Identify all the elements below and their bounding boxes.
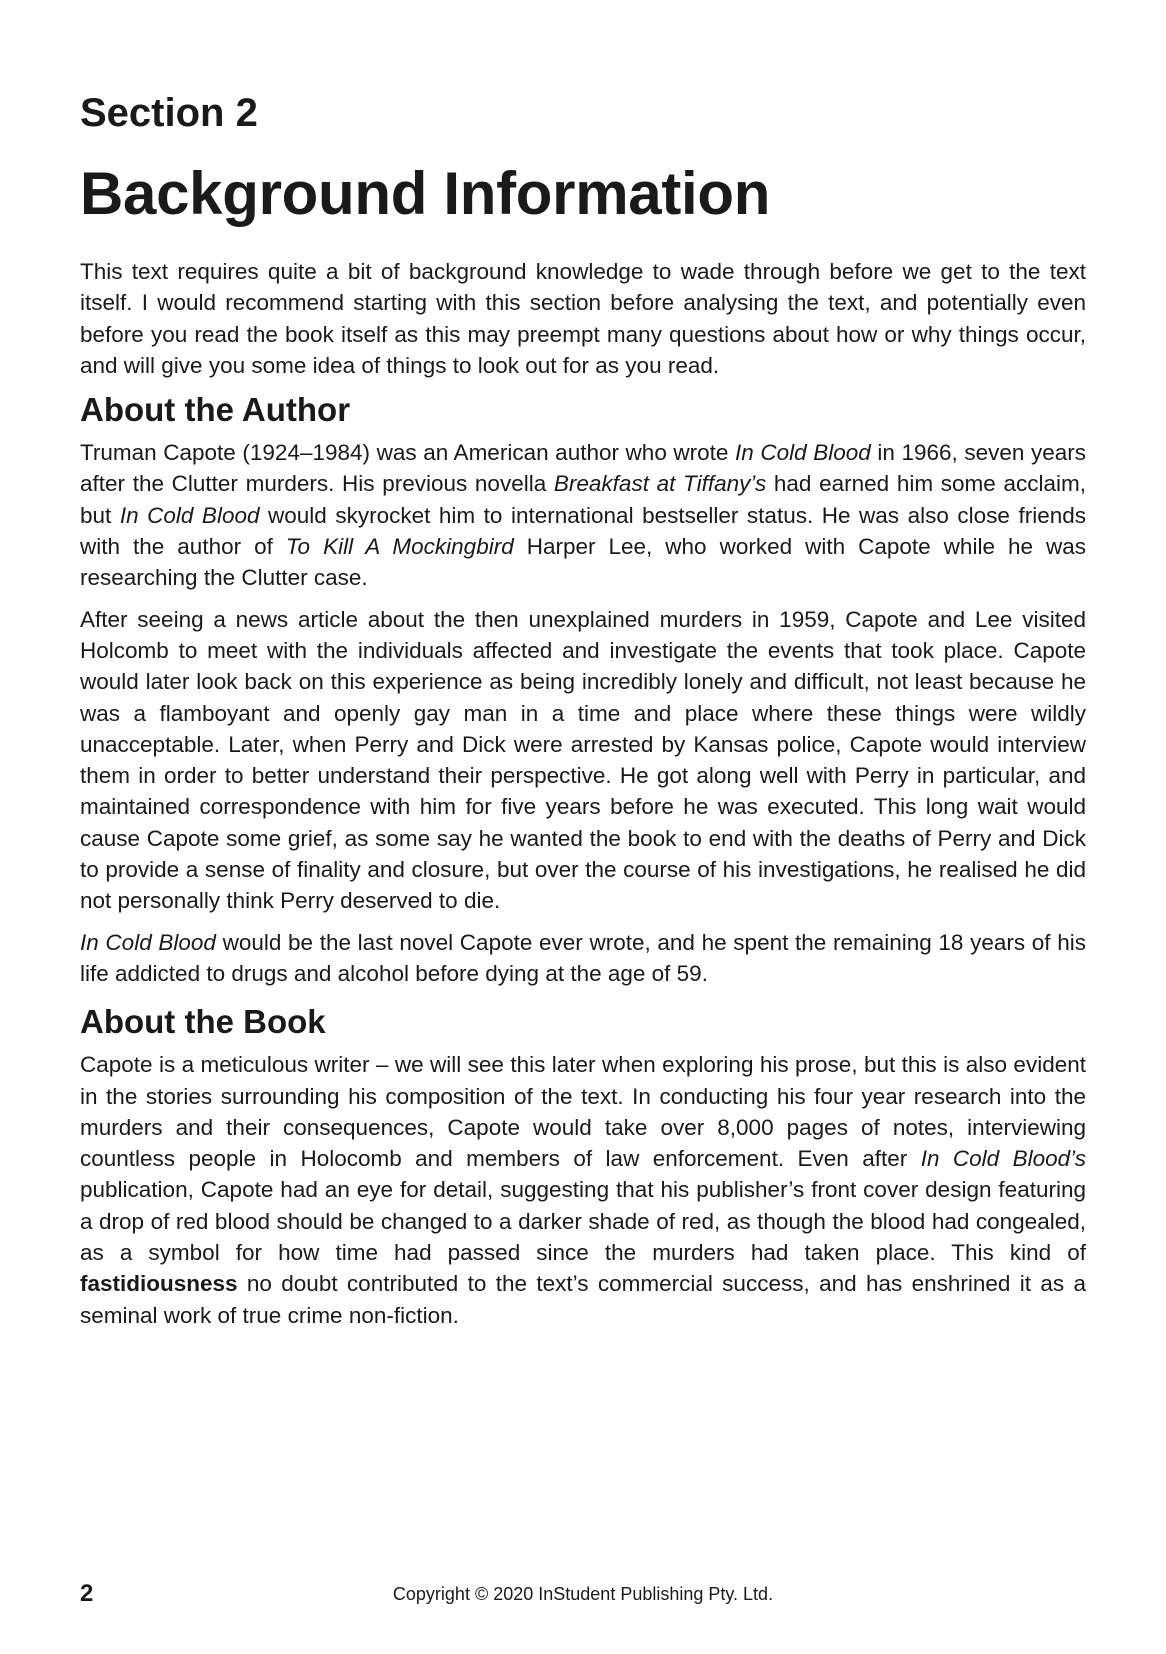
text-run: This text requires quite a bit of background knowledge to wade through before we get to the text itself. I would recommend starting with this section before analysing the text, and potentially even before you read the book itself as this may preempt many questions about how or why things occur, and will give you some idea of things to look out for as you read. bbox=[80, 259, 1086, 378]
text-run: in 1966, seven years after the Clutter murders. His previous novella bbox=[80, 440, 1087, 497]
section-heading: About the Book bbox=[80, 1003, 326, 1041]
page-title: Background Information bbox=[80, 160, 771, 227]
body-paragraph bbox=[80, 256, 1086, 381]
text-run: no doubt contributed to the text’s commercial success, and has enshrined it as a seminal work of true crime non-fiction. bbox=[80, 1271, 1086, 1328]
text-run: Capote is a meticulous writer – we will see this later when exploring his prose, but this is also evident in the stories surrounding his composition of the text. In conducting his four year research into the murders and their consequences, Capote would take over 8,000 pages of notes, interviewing countless people in Holocomb and members of law enforcement. Even after bbox=[80, 1052, 1086, 1172]
section-heading: About the Author bbox=[80, 391, 351, 429]
bold-term: fastidiousness bbox=[80, 1271, 238, 1297]
text-run: would skyrocket him to international bestseller status. He was also close friends with the author of bbox=[80, 502, 1086, 560]
page-number: 2 bbox=[80, 1580, 94, 1607]
text-run: would be the last novel Capote ever wrote, and he spent the remaining 18 years of his life addicted to drugs and alcohol before dying at the age of 59. bbox=[80, 929, 1086, 986]
italic-text: To Kill A Mockingbird bbox=[285, 534, 514, 560]
body-paragraph bbox=[80, 1049, 1086, 1331]
intro-block bbox=[80, 256, 1086, 381]
text-run: had earned him some acclaim, but bbox=[80, 471, 1086, 528]
copyright-notice: Copyright © 2020 InStudent Publishing Pty. Ltd. bbox=[392, 1584, 774, 1604]
text-run: Truman Capote (1924–1984) was an American author who wrote bbox=[80, 440, 736, 466]
italic-text: In Cold Blood bbox=[80, 929, 216, 955]
text-run: After seeing a news article about the then unexplained murders in 1959, Capote and Lee visited Holcomb to meet with the individuals affected and investigate the events that took place. Capote would later look back on this experience as being incredibly lonely and difficult, not least because he was a flamboyant and openly gay man in a time and place where these things were wildly unacceptable. Later, when Perry and Dick were arrested by Kansas police, Capote would interview them in order to better understand their perspective. He got along well with Perry in particular, and maintained correspondence with him for five years before he was executed. This long wait would cause Capote some grief, as some say he wanted the book to end with the deaths of Perry and Dick to provide a sense of finality and closure, but over the course of his investigations, he realised he did not personally think Perry deserved to die. bbox=[80, 606, 1086, 914]
text-run: Harper Lee, who worked with Capote while he was researching the Clutter case. bbox=[80, 534, 1086, 591]
body-paragraph bbox=[80, 437, 1086, 593]
section-label: Section 2 bbox=[80, 91, 258, 135]
sections-container bbox=[80, 387, 1086, 1331]
text-run: publication, Capote had an eye for detail, suggesting that his publisher’s front cover design featuring a drop of red blood should be changed to a darker shade of red, as though the blood had congealed, as a symbol for how time had passed since the murders had taken place. This kind of bbox=[80, 1177, 1086, 1266]
italic-text: In Cold Blood’s bbox=[920, 1146, 1086, 1172]
body-paragraph bbox=[80, 604, 1086, 917]
italic-text: In Cold Blood bbox=[735, 440, 871, 466]
italic-text: Breakfast at Tiffany’s bbox=[553, 471, 767, 497]
page-footer bbox=[80, 1578, 1086, 1614]
italic-text: In Cold Blood bbox=[119, 502, 260, 528]
body-paragraph bbox=[80, 927, 1086, 990]
